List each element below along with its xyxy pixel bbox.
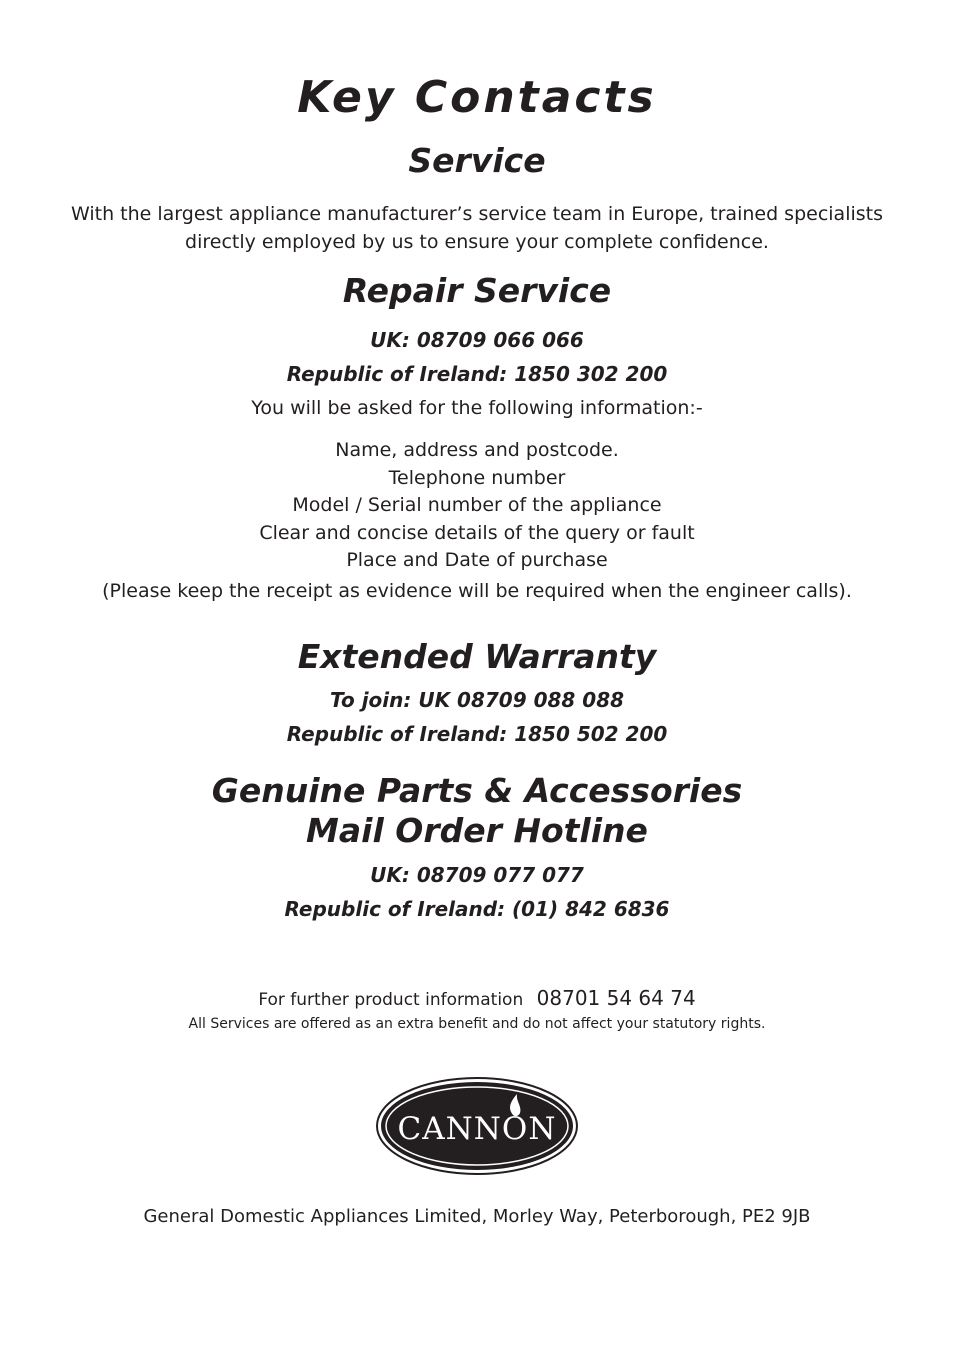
list-item: Clear and concise details of the query or fault	[259, 521, 695, 544]
warranty-roi-phone: Republic of Ireland: 1850 502 200	[286, 722, 668, 746]
parts-heading	[0, 771, 954, 851]
further-info	[0, 986, 954, 1010]
parts-heading-line: Genuine Parts & Accessories	[211, 771, 743, 810]
repair-uk-phone: UK: 08709 066 066	[370, 328, 584, 352]
receipt-note: (Please keep the receipt as evidence will be required when the engineer calls).	[102, 580, 852, 602]
list-item: Place and Date of purchase	[346, 549, 608, 571]
repair-roi-phone: Republic of Ireland: 1850 302 200	[286, 362, 668, 386]
list-item: Name, address and postcode.	[335, 439, 619, 461]
service-intro	[0, 200, 954, 256]
cannon-logo-icon	[376, 1077, 578, 1175]
extended-warranty-heading: Extended Warranty	[297, 637, 657, 676]
service-intro-line: With the largest appliance manufacturer’s service team in Europe, trained specialists	[70, 203, 884, 225]
list-item: Model / Serial number of the appliance	[292, 494, 662, 516]
repair-info-list	[0, 437, 954, 575]
parts-uk-phone: UK: 08709 077 077	[370, 863, 584, 887]
statutory-rights-text: All Services are offered as an extra benefit and do not affect your statutory rights.	[188, 1016, 766, 1032]
parts-roi-phone: Republic of Ireland: (01) 842 6836	[284, 897, 670, 921]
list-item: Telephone number	[388, 466, 566, 489]
page-title: Key Contacts	[297, 72, 657, 123]
service-intro-line: directly employed by us to ensure your complete confidence.	[185, 231, 769, 253]
warranty-uk-phone: To join: UK 08709 088 088	[329, 688, 625, 712]
repair-asked-text: You will be asked for the following information:-	[251, 397, 703, 419]
further-info-label: For further product information	[258, 990, 524, 1010]
further-info-number: 08701 54 64 74	[536, 986, 696, 1010]
company-address: General Domestic Appliances Limited, Morley Way, Peterborough, PE2 9JB	[143, 1206, 811, 1227]
repair-service-heading: Repair Service	[342, 271, 612, 310]
service-heading: Service	[408, 141, 546, 180]
parts-heading-line: Mail Order Hotline	[306, 811, 648, 850]
logo-text: CANNON	[397, 1111, 557, 1147]
